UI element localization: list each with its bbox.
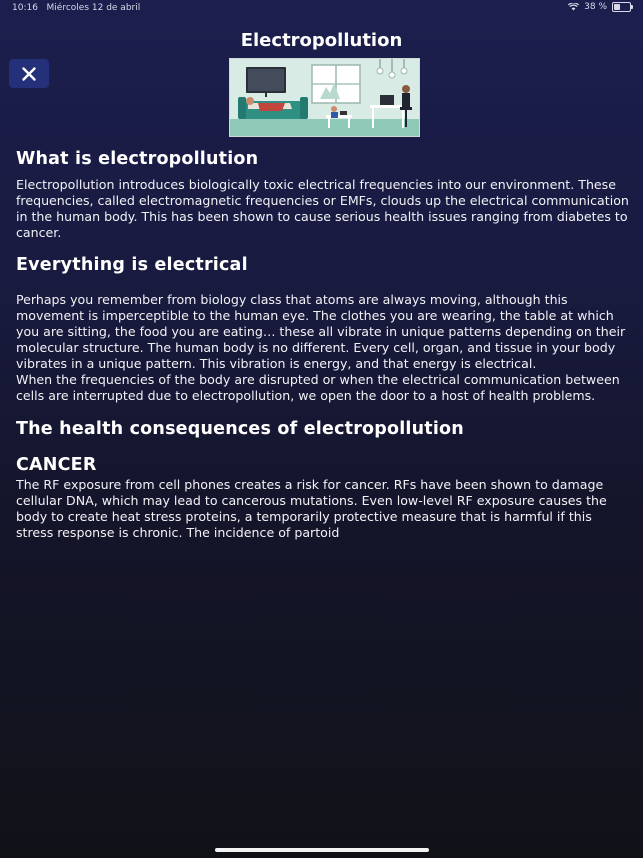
- wifi-icon: [568, 3, 579, 11]
- hero-illustration: [229, 58, 420, 137]
- paragraph-cancer: The RF exposure from cell phones creates a risk for cancer. RFs have been shown to damage cellular DNA, which may lead to cancerous mutations. Even low-level RF exposure causes the body to create heat stress proteins, a temporarily protective measure that is harmful if this stress response is chronic. The incidence of partoid: [16, 477, 607, 540]
- status-time-text: 10:16: [12, 3, 38, 13]
- close-button[interactable]: [9, 59, 49, 88]
- electropollution-illustration: [230, 59, 419, 136]
- paragraph-what-is-electropollution: Electropollution introduces biologically toxic electrical frequencies into our environment. These frequencies, called electromagnetic frequencies or EMFs, clouds up the electrical communication in the human body. This has been shown to cause serious health issues ranging from diabetes to cancer.: [16, 177, 629, 240]
- battery-level: [614, 4, 620, 10]
- heading-everything-is-electrical: Everything is electrical: [16, 255, 248, 275]
- battery-percent: 38 %: [584, 2, 607, 12]
- paragraph-everything-is-electrical-2: When the frequencies of the body are disrupted or when the electrical communication between cells are interrupted due to electropollution, we open the door to a host of health problems.: [16, 372, 620, 403]
- status-right: [568, 2, 631, 12]
- heading-what-is-electropollution: What is electropollution: [16, 149, 259, 169]
- status-date-text: Miércoles 12 de abril: [46, 3, 141, 13]
- close-icon: [21, 66, 37, 82]
- status-time: [12, 3, 140, 13]
- paragraph-everything-is-electrical-1: Perhaps you remember from biology class that atoms are always moving, although this movement is imperceptible to the human eye. The clothes you are wearing, the table at which you are sitting, the food you are eating… these all vibrate in unique patterns depending on their molecular structure. The human body is no different. Every cell, organ, and tissue in your body vibrates in a unique pattern. This vibration is energy, and that energy is electrical.: [16, 292, 626, 371]
- status-bar: [0, 0, 643, 18]
- battery-icon: [612, 2, 631, 12]
- article-content[interactable]: [16, 146, 633, 576]
- heading-cancer: CANCER: [16, 455, 97, 475]
- heading-health-consequences: The health consequences of electropollution: [16, 419, 464, 439]
- page-title: Electropollution: [240, 30, 403, 51]
- home-indicator[interactable]: [215, 848, 429, 852]
